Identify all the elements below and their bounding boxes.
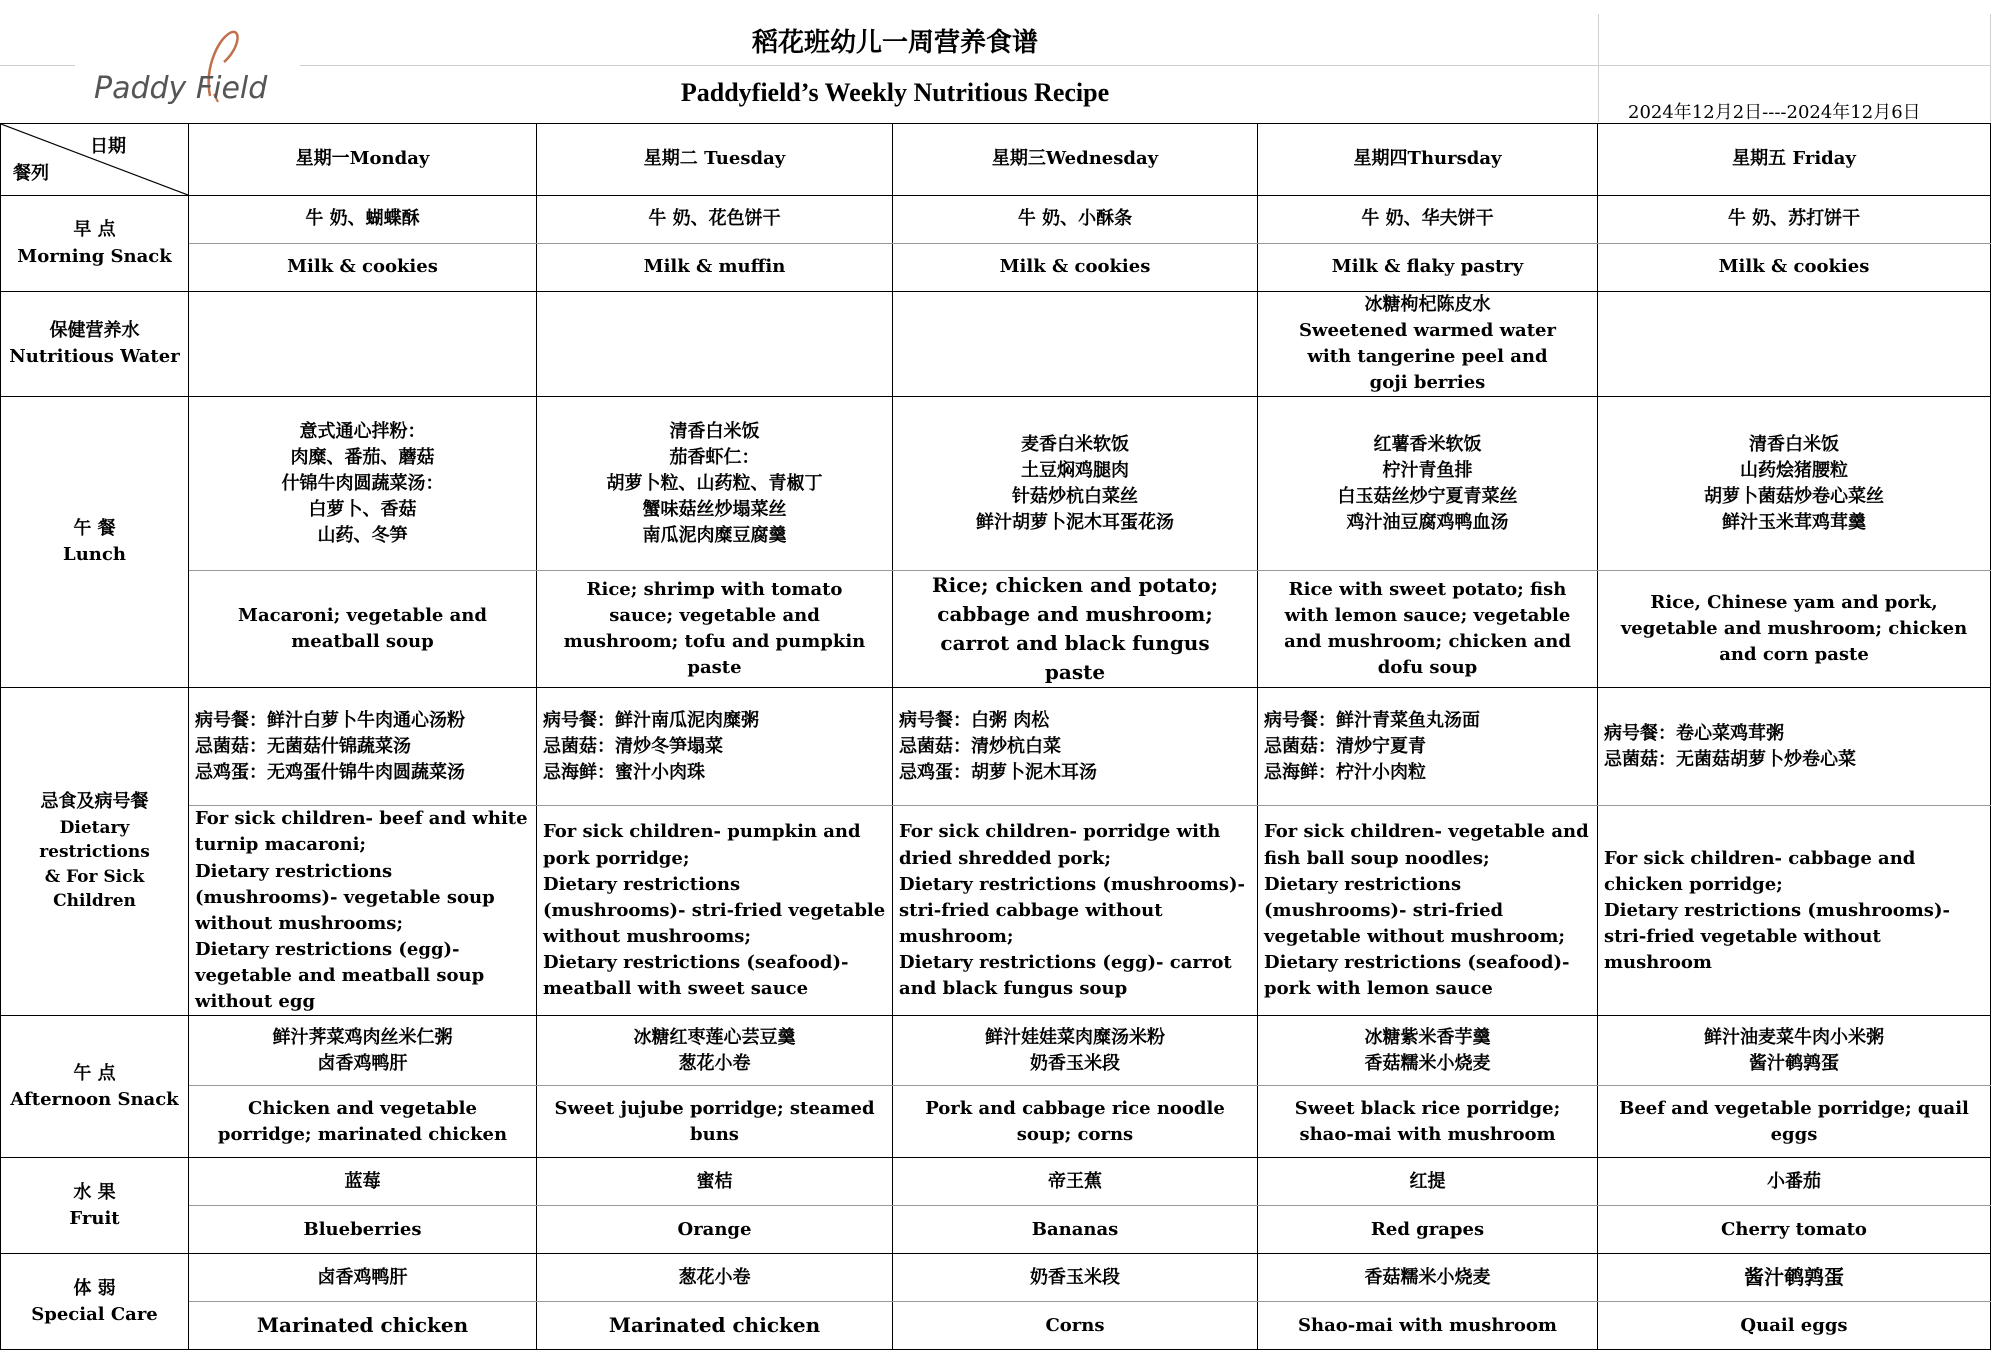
menu-cell-zh: 鲜汁油麦菜牛肉小米粥 酱汁鹌鹑蛋 [1598,1016,1991,1086]
menu-cell-zh: 病号餐：鲜汁白萝卜牛肉通心汤粉 忌菌菇：无菌菇什锦蔬菜汤 忌鸡蛋：无鸡蛋什锦牛肉圆蔬菜汤 [189,688,537,806]
menu-cell-zh: 清香白米饭 山药烩猪腰粒 胡萝卜菌菇炒卷心菜丝 鲜汁玉米茸鸡茸羹 [1598,397,1991,571]
morning-snack-en-row [1,244,1991,292]
menu-cell-en: Marinated chicken [189,1302,537,1350]
label-en: Afternoon Snack [10,1088,179,1110]
menu-cell-en: Orange [537,1206,893,1254]
menu-cell-en: Sweet jujube porridge; steamed buns [537,1086,893,1158]
fruit-en-row [1,1206,1991,1254]
afternoon-snack-label [1,1016,189,1158]
menu-cell: 冰糖枸杞陈皮水 Sweetened warmed water with tangerine peel and goji berries [1258,292,1598,397]
menu-cell-en: Sweet black rice porridge; shao-mai with mushroom [1258,1086,1598,1158]
label-zh: 体 弱 [73,1277,116,1299]
date-range: 2024年12月2日----2024年12月6日 [1628,102,1921,123]
menu-cell-en: Cherry tomato [1598,1206,1991,1254]
menu-cell-en: Rice with sweet potato; fish with lemon sauce; vegetable and mushroom; chicken and dofu soup [1258,571,1598,688]
menu-cell-en: For sick children- beef and white turnip macaroni; Dietary restrictions (mushrooms)- vegetable soup without mushrooms; Dietary restrictions (egg)- vegetable and meatball soup without egg [189,806,537,1016]
menu-cell-en: Quail eggs [1598,1302,1991,1350]
menu-cell-en: Milk & cookies [1598,244,1991,292]
menu-cell-en: Milk & muffin [537,244,893,292]
menu-cell-en: Pork and cabbage rice noodle soup; corns [893,1086,1258,1158]
dietary-row [1,688,1991,806]
afternoon-snack-row [1,1016,1991,1086]
menu-cell-en: For sick children- pumpkin and pork porridge; Dietary restrictions (mushrooms)- stri-fried vegetable without mushrooms; Dietary restrictions (seafood)- meatball with sweet sauce [537,806,893,1016]
menu-cell-zh: 意式通心拌粉： 肉糜、番茄、蘑菇 什锦牛肉圆蔬菜汤： 白萝卜、香菇 山药、冬笋 [189,397,537,571]
title-english: Paddyfield’s Weekly Nutritious Recipe [680,78,1110,107]
label-en: Dietary restrictions [39,817,150,863]
menu-cell-zh: 鲜汁娃娃菜肉糜汤米粉 奶香玉米段 [893,1016,1258,1086]
label-en: Nutritious Water [9,346,180,368]
label-en: Lunch [63,544,126,566]
menu-cell-zh: 蜜桔 [537,1158,893,1206]
menu-cell-en: For sick children- porridge with dried shredded pork; Dietary restrictions (mushrooms)- stri-fried cabbage without mushroom; Dietary restrictions (egg)- carrot and black fungus soup [893,806,1258,1016]
menu-cell-en: Milk & cookies [893,244,1258,292]
label-zh: 水 果 [73,1181,116,1203]
dietary-label [1,688,189,1016]
special-care-label [1,1254,189,1350]
menu-cell [537,292,893,397]
menu-cell-en: For sick children- vegetable and fish ball soup noodles; Dietary restrictions (mushrooms)- stri-fried vegetable without mushroom; Dietary restrictions (seafood)- pork with lemon sauce [1258,806,1598,1016]
menu-cell-zh: 冰糖红枣莲心芸豆羹 葱花小卷 [537,1016,893,1086]
special-care-row [1,1254,1991,1302]
menu-cell-zh: 病号餐：鲜汁青菜鱼丸汤面 忌菌菇：清炒宁夏青 忌海鲜：柠汁小肉粒 [1258,688,1598,806]
dietary-en-row [1,806,1991,1016]
special-care-en-row [1,1302,1991,1350]
menu-cell-en: Chicken and vegetable porridge; marinated chicken [189,1086,537,1158]
menu-cell-zh: 牛 奶、花色饼干 [537,196,893,244]
menu-cell-zh: 牛 奶、蝴蝶酥 [189,196,537,244]
lunch-row [1,397,1991,571]
label-zh: 忌食及病号餐 [40,791,149,813]
menu-cell-en: Milk & cookies [189,244,537,292]
corner-date-label: 日期 [90,136,126,157]
label-en: & For Sick Children [44,866,145,912]
label-en: Fruit [69,1207,120,1229]
menu-cell-zh: 帝王蕉 [893,1158,1258,1206]
menu-cell-en: Milk & flaky pastry [1258,244,1598,292]
faint-rule [1598,65,1990,66]
menu-cell-zh: 牛 奶、华夫饼干 [1258,196,1598,244]
menu-cell-en: Marinated chicken [537,1302,893,1350]
menu-cell-zh: 清香白米饭 茄香虾仁： 胡萝卜粒、山药粒、青椒丁 蟹味菇丝炒塌菜丝 南瓜泥肉糜豆腐羹 [537,397,893,571]
weekly-menu-table [0,123,1991,1350]
water-row [1,292,1991,397]
menu-cell-zh: 病号餐：卷心菜鸡茸粥 忌菌菇：无菌菇胡萝卜炒卷心菜 [1598,688,1991,806]
menu-cell-zh: 鲜汁荠菜鸡肉丝米仁粥 卤香鸡鸭肝 [189,1016,537,1086]
title-chinese: 稻花班幼儿一周营养食谱 [751,28,1038,58]
menu-cell-zh: 蓝莓 [189,1158,537,1206]
fruit-label [1,1158,189,1254]
day-header: 星期三Wednesday [893,124,1258,196]
menu-cell-zh: 病号餐：白粥 肉松 忌菌菇：清炒杭白菜 忌鸡蛋：胡萝卜泥木耳汤 [893,688,1258,806]
menu-cell-zh: 牛 奶、苏打饼干 [1598,196,1991,244]
menu-cell-en: Red grapes [1258,1206,1598,1254]
menu-cell-zh: 卤香鸡鸭肝 [189,1254,537,1302]
menu-cell-zh: 红提 [1258,1158,1598,1206]
day-header: 星期一Monday [189,124,537,196]
menu-cell-zh: 病号餐：鲜汁南瓜泥肉糜粥 忌菌菇：清炒冬笋塌菜 忌海鲜：蜜汁小肉珠 [537,688,893,806]
day-header: 星期五 Friday [1598,124,1991,196]
menu-cell-zh: 葱花小卷 [537,1254,893,1302]
menu-cell-en: Corns [893,1302,1258,1350]
faint-rule [300,65,1600,66]
label-zh: 早 点 [73,219,116,241]
menu-cell-zh: 麦香白米软饭 土豆焖鸡腿肉 针菇炒杭白菜丝 鲜汁胡萝卜泥木耳蛋花汤 [893,397,1258,571]
corner-cell [1,124,189,196]
menu-cell-en: Rice; chicken and potato; cabbage and mushroom; carrot and black fungus paste [893,571,1258,688]
faint-rule [0,65,75,66]
menu-cell-en: Beef and vegetable porridge; quail eggs [1598,1086,1991,1158]
morning-snack-label [1,196,189,292]
menu-cell-en: Bananas [893,1206,1258,1254]
menu-cell-zh: 酱汁鹌鹑蛋 [1598,1254,1991,1302]
fruit-row [1,1158,1991,1206]
label-zh: 午 点 [73,1062,116,1084]
corner-meal-label: 餐列 [13,162,49,184]
faint-rule [1990,14,1991,122]
menu-cell-zh: 奶香玉米段 [893,1254,1258,1302]
faint-rule [1598,14,1599,122]
menu-cell-zh: 牛 奶、小酥条 [893,196,1258,244]
afternoon-snack-en-row [1,1086,1991,1158]
menu-cell [189,292,537,397]
menu-cell-en: Macaroni; vegetable and meatball soup [189,571,537,688]
morning-snack-row [1,196,1991,244]
menu-cell-en: Shao-mai with mushroom [1258,1302,1598,1350]
menu-cell-en: For sick children- cabbage and chicken porridge; Dietary restrictions (mushrooms)- stri-fried vegetable without mushroom [1598,806,1991,1016]
table-header-row [1,124,1991,196]
day-header: 星期二 Tuesday [537,124,893,196]
water-label [1,292,189,397]
svg-text:Paddy Field: Paddy Field [94,71,268,106]
menu-cell-zh: 冰糖紫米香芋羹 香菇糯米小烧麦 [1258,1016,1598,1086]
lunch-label [1,397,189,688]
menu-cell-en: Rice; shrimp with tomato sauce; vegetable and mushroom; tofu and pumpkin paste [537,571,893,688]
lunch-en-row [1,571,1991,688]
menu-cell [893,292,1258,397]
label-en: Morning Snack [17,245,172,267]
label-en: Special Care [31,1303,158,1325]
menu-cell-en: Rice, Chinese yam and pork, vegetable and mushroom; chicken and corn paste [1598,571,1991,688]
menu-cell-en: Blueberries [189,1206,537,1254]
menu-cell-zh: 小番茄 [1598,1158,1991,1206]
menu-cell-zh: 香菇糯米小烧麦 [1258,1254,1598,1302]
label-zh: 保健营养水 [49,320,140,342]
label-zh: 午 餐 [73,518,116,540]
menu-cell-zh: 红薯香米软饭 柠汁青鱼排 白玉菇丝炒宁夏青菜丝 鸡汁油豆腐鸡鸭血汤 [1258,397,1598,571]
day-header: 星期四Thursday [1258,124,1598,196]
menu-cell [1598,292,1991,397]
